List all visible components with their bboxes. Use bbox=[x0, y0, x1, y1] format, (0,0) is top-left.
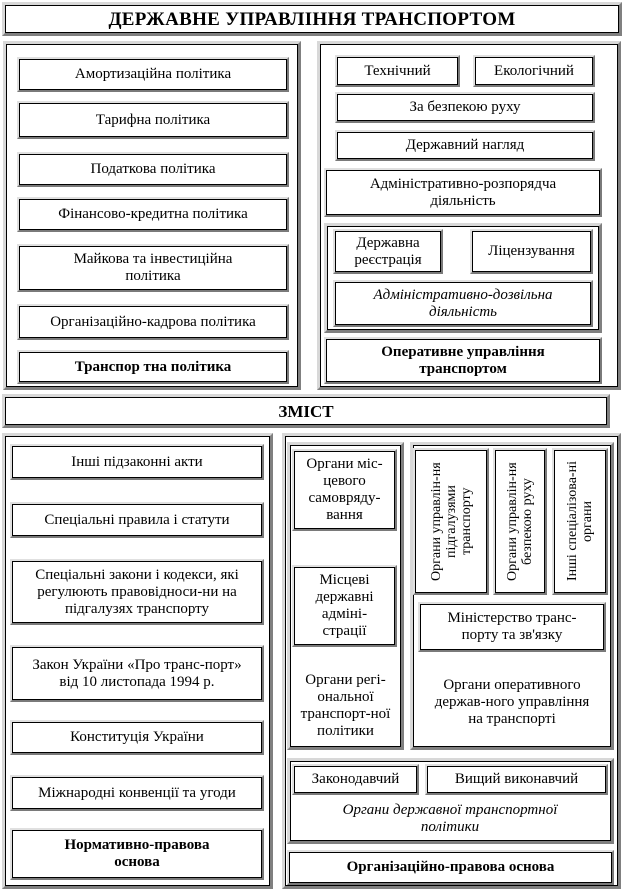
transport-law-box: Закон України «Про транс-порт» від 10 листопада 1994 р. bbox=[10, 645, 264, 702]
traffic-safety-bodies-box bbox=[493, 448, 547, 595]
executive-box: Вищий виконавчий bbox=[425, 764, 608, 795]
normative-footer: Нормативно-правова основа bbox=[10, 828, 264, 880]
page-title: ДЕРЖАВНЕ УПРАВЛІННЯ ТРАНСПОРТОМ bbox=[108, 8, 516, 30]
legislative-box: Законодавчий bbox=[292, 764, 419, 795]
content-bar bbox=[2, 394, 610, 428]
property-investment-policy: Майкова та інвестиційна політика bbox=[17, 244, 289, 292]
other-special-bodies-box bbox=[552, 448, 608, 595]
org-staff-policy: Організаційно-кадрова політика bbox=[17, 304, 289, 340]
sub-sector-bodies-label: Органи управлін-ня підгалузями транспорту bbox=[428, 462, 474, 581]
special-rules-box: Спеціальні правила і статути bbox=[10, 502, 264, 538]
admin-activity-box: Адміністративно-розпорядча діяльність bbox=[324, 168, 602, 217]
other-special-bodies-label: Інші спеціалізова-ні органи bbox=[565, 461, 595, 582]
licensing-box: Ліцензування bbox=[470, 229, 593, 274]
international-conventions-box: Міжнародні конвенції та угоди bbox=[10, 775, 264, 811]
traffic-safety-bodies-label: Органи управлін-ня безпекою руху bbox=[505, 462, 535, 581]
local-state-admin-box: Місцеві державні адміні-страції bbox=[292, 565, 397, 647]
tax-policy: Податкова політика bbox=[17, 152, 289, 187]
state-supervision-box: Державний нагляд bbox=[335, 130, 595, 161]
local-self-gov-box: Органи міс-цевого самовряду-вання bbox=[292, 449, 397, 531]
tariff-policy: Тарифна політика bbox=[17, 101, 289, 139]
sub-sector-bodies-box bbox=[413, 448, 489, 595]
traffic-safety-box: За безпекою руху bbox=[335, 92, 595, 123]
ecological-box: Екологічний bbox=[473, 55, 595, 87]
special-laws-box: Спеціальні закони і кодекси, які регулюють правовідноси-ни на підгалузях транспорту bbox=[10, 559, 264, 625]
state-registration-box: Державна реєстрація bbox=[333, 229, 443, 274]
other-bylaws-box: Інші підзаконні акти bbox=[10, 444, 264, 480]
operative-state-bodies-label: Органи оперативного держав-ного управління на транспорті bbox=[434, 676, 590, 727]
title-bar bbox=[2, 2, 622, 36]
finance-credit-policy: Фінансово-кредитна політика bbox=[17, 197, 289, 232]
constitution-box: Конституція України bbox=[10, 720, 264, 755]
admin-permit-box: Адміністративно-дозвільна діяльність bbox=[333, 280, 593, 327]
amortization-policy: Амортизаційна політика bbox=[17, 57, 289, 92]
ministry-box: Міністерство транс-порту та зв'язку bbox=[418, 602, 606, 652]
content-label: ЗМІСТ bbox=[278, 401, 334, 421]
operative-management-footer: Оперативне управління транспортом bbox=[324, 337, 602, 384]
organizational-footer: Організаційно-правова основа bbox=[287, 850, 614, 885]
technical-box: Технічний bbox=[335, 55, 460, 87]
regional-policy-label: Органи регі-ональної транспорт-ної політики bbox=[300, 672, 391, 739]
transport-policy-footer: Транспор тна політика bbox=[17, 350, 289, 384]
state-policy-bodies-label: Органи державної транспортної політики bbox=[342, 802, 558, 835]
